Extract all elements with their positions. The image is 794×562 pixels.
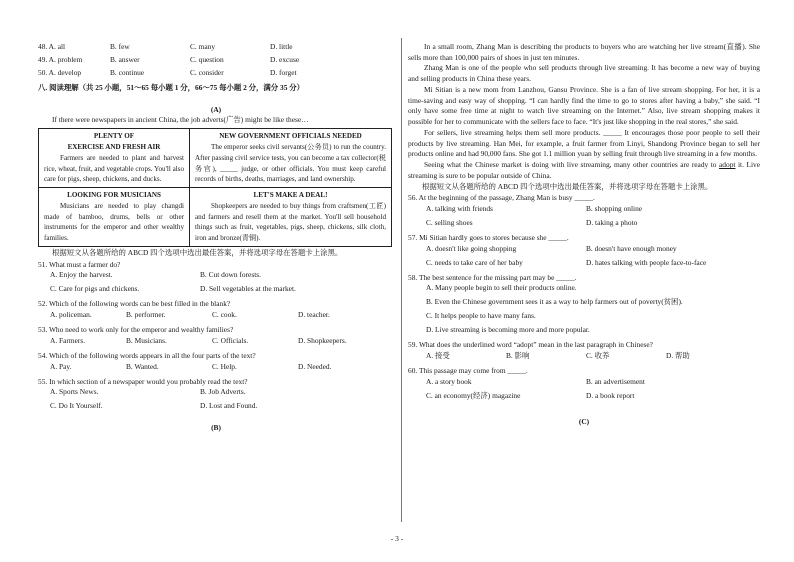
ad-musicians (39, 188, 190, 247)
question-51-options (38, 284, 394, 298)
option-a: A. doesn't like going shopping (426, 243, 517, 253)
question-57-options (408, 244, 760, 258)
question-54-options (38, 362, 394, 376)
option-a: A. policeman. (50, 310, 92, 320)
question-55-options (38, 401, 394, 415)
question-54-stem: 54. Which of the following words appears in all the four parts of the text? (38, 350, 256, 360)
question-56-stem: 56. At the beginning of the passage, Zhang Man is busy _____. (408, 193, 595, 203)
option-c: C. consider (190, 68, 224, 77)
ad-deal (190, 188, 392, 247)
question-51-stem: 51. What must a farmer do? (38, 259, 121, 269)
question-59-stem: 59. What does the underlined word “adopt” mean in the last paragraph in Chinese? (408, 340, 653, 350)
option-d: D. taking a photo (586, 218, 638, 228)
option-b: B. few (110, 42, 130, 51)
ad-body: Shopkeepers are needed to buy things from craftsmen(工匠) and farmers and resell them at the market. You'll sell household things such as fruit, vegetables, pigs, sheep, chickens, silk cloth, iron and bronze(青铜). (195, 201, 386, 243)
ad-title: NEW GOVERNMENT OFFICIALS NEEDED (219, 132, 362, 141)
passage-a-intro: If there were newspapers in ancient China, the job adverts(广告) might be like these… (52, 115, 309, 125)
option-c: C. needs to take care of her baby (426, 257, 523, 267)
option-b: B. Even the Chinese government sees it as a way to help farmers out of poverty(贫困). (426, 297, 683, 307)
option-d: D. forget (270, 68, 297, 77)
question-52-stem: 52. Which of the following words can be best filled in the blank? (38, 299, 231, 309)
question-58-stem: 58. The best sentence for the missing part may be _____. (408, 272, 577, 282)
option-d: D. Live streaming is becoming more and more popular. (426, 325, 590, 335)
question-60-stem: 60. This passage may come from _____. (408, 366, 528, 376)
option-d: D. Sell vegetables at the market. (200, 284, 296, 294)
option-a: 49. A. problem (38, 55, 83, 64)
option-a: A. Enjoy the harvest. (50, 270, 113, 280)
right-column (408, 42, 760, 428)
section-header: 八. 阅读理解（共 25 小题，51～65 每小题 1 分，66～75 每小题 2 分，满分 35 分） (38, 83, 305, 92)
option-b: B. shopping online (586, 204, 643, 214)
question-57-stem: 57. Mi Sitian hardly goes to stores because she _____. (408, 233, 569, 243)
passage-c-label: (C) (578, 416, 590, 426)
column-divider (401, 38, 402, 522)
ad-title: LOOKING FOR MUSICIANS (67, 191, 161, 200)
option-a: A. Sports News. (50, 387, 99, 397)
option-a: 48. A. all (38, 42, 66, 51)
option-c: C. many (190, 42, 216, 51)
option-d: D. hates talking with people face-to-face (586, 257, 707, 267)
passage-a-label: (A) (210, 104, 222, 114)
question-56-options (408, 204, 760, 218)
page-number: - 3 - (390, 534, 404, 543)
question-55-options (38, 387, 394, 401)
ad-body: Farmers are needed to plant and harvest rice, wheat, fruit, and vegetable crops. You'll also care for pigs, sheep, chickens, and ducks. (44, 153, 184, 184)
option-b: B. Cut down forests. (200, 270, 261, 280)
question-60-options (408, 391, 760, 405)
question-60-options (408, 377, 760, 391)
option-c: C. Help. (212, 361, 237, 371)
question-48 (38, 42, 394, 55)
question-53-stem: 53. Who need to work only for the emperor and wealthy families? (38, 325, 234, 335)
option-d: D. excuse (270, 55, 300, 64)
option-a: A. Pay. (50, 361, 72, 371)
option-d: D. little (270, 42, 293, 51)
option-a: 50. A. develop (38, 68, 82, 77)
passage-b-paragraph (408, 160, 760, 181)
option-b: B. Job Adverts. (200, 387, 246, 397)
option-c: C. 收养 (586, 351, 610, 361)
question-57-options (408, 258, 760, 272)
option-a: A. talking with friends (426, 204, 493, 214)
ad-officials (190, 129, 392, 188)
question-49 (38, 55, 394, 68)
option-c: C. Do It Yourself. (50, 401, 103, 411)
option-c: C. Officials. (212, 335, 249, 345)
paragraph-text: Seeing what the Chinese market is doing with live streaming, many other countries are ready to (424, 160, 720, 170)
ad-body: The emperor seeks civil servants(公务员) to run the country. After passing civil service tests, you can become a tax collector(税务官), _____ judge, or other officials. You must keep careful records of births, deaths, marriages, and land ownership. (195, 142, 386, 184)
option-c: C. an economy(经济) magazine (426, 390, 521, 400)
option-b: B. an advertisement (586, 376, 645, 386)
ad-title: PLENTY OF (93, 132, 135, 141)
option-c: C. question (190, 55, 224, 64)
option-a: A. Many people begin to sell their products online. (426, 283, 577, 293)
passage-b-paragraph: Zhang Man is one of the people who sell products through live streaming. It has become a new way of buying and selling products in China these years. (408, 63, 760, 84)
ad-farmers (39, 129, 190, 188)
question-52-options (38, 310, 394, 324)
question-59-options (408, 351, 760, 365)
question-56-options (408, 218, 760, 232)
passage-b-paragraph: Mi Sitian is a new mom from Lanzhou, Gansu Province. She is a fan of live stream shopping. For her, it is a time-saving and easy way of shopping. “I can hardly find the time to go to stores after having a baby,” she said. “I only have some free time at night to watch live streaming on the Internet.” Also, live stream shopping makes it possible for her to communicate with the sellers face to face. “It's just like shopping in the real stores,” she said. (408, 84, 760, 127)
question-53-options (38, 336, 394, 350)
passage-b-label: (B) (211, 423, 221, 433)
ad-body: Musicians are needed to play changdi made of bamboo, drums, bells or other instruments for the emperor and other wealthy families. (44, 201, 184, 243)
option-c: C. It helps people to have many fans. (426, 311, 536, 321)
option-d: D. a book report (586, 390, 635, 400)
option-d: D. Needed. (298, 361, 332, 371)
option-a: A. 接受 (426, 351, 450, 361)
option-b: B. Wanted. (126, 361, 159, 371)
instruction: 根据短文从各题所给的 ABCD 四个选项中选出最佳答案，并将选项字母在答题卡上涂黑。 (52, 248, 343, 258)
option-d: D. Shopkeepers. (298, 335, 347, 345)
question-55-stem: 55. In which section of a newspaper would you probably read the text? (38, 376, 248, 386)
option-c: C. Care for pigs and chickens. (50, 284, 140, 294)
instruction: 根据短文从各题所给的 ABCD 四个选项中选出最佳答案，并将选项字母在答题卡上涂黑。 (422, 181, 713, 191)
option-b: B. performer. (126, 310, 166, 320)
paragraph-text: it. Live streaming is sure to be popular outside of China. (408, 160, 760, 180)
option-b: B. 影响 (506, 351, 530, 361)
underlined-word-adopt: adopt (719, 160, 736, 170)
option-a: A. a story book (426, 376, 472, 386)
option-c: C. cook. (212, 310, 237, 320)
option-c: C. selling shoes (426, 218, 473, 228)
passage-b-paragraph: For sellers, live streaming helps them sell more products. _____ It encourages those poor people to sell their products by live streaming. Han Mei, for example, a fruit farmer from Linyi, Shandong Province began to sell her products online and had 90,000 fans. She got 1.1 million yuan by selling fruit through live streaming in a few months. (408, 127, 760, 159)
option-d: D. Lost and Found. (200, 401, 258, 411)
question-51-options (38, 270, 394, 284)
option-b: B. continue (110, 68, 145, 77)
ad-title: EXERCISE AND FRESH AIR (67, 142, 161, 151)
left-column (38, 42, 394, 434)
option-d: D. teacher. (298, 310, 330, 320)
ad-title: LET'S MAKE A DEAL! (253, 191, 328, 200)
passage-b-paragraph: In a small room, Zhang Man is describing the products to buyers who are watching her live stream(直播). She sells more than 100,000 pairs of shoes in just ten minutes. (408, 42, 760, 62)
option-d: D. 帮助 (666, 351, 690, 361)
job-adverts-table (38, 128, 392, 247)
option-b: B. doesn't have enough money (586, 243, 677, 253)
option-b: B. Musicians. (126, 335, 167, 345)
question-50 (38, 68, 394, 81)
option-a: A. Farmers. (50, 335, 86, 345)
option-b: B. answer (110, 55, 140, 64)
